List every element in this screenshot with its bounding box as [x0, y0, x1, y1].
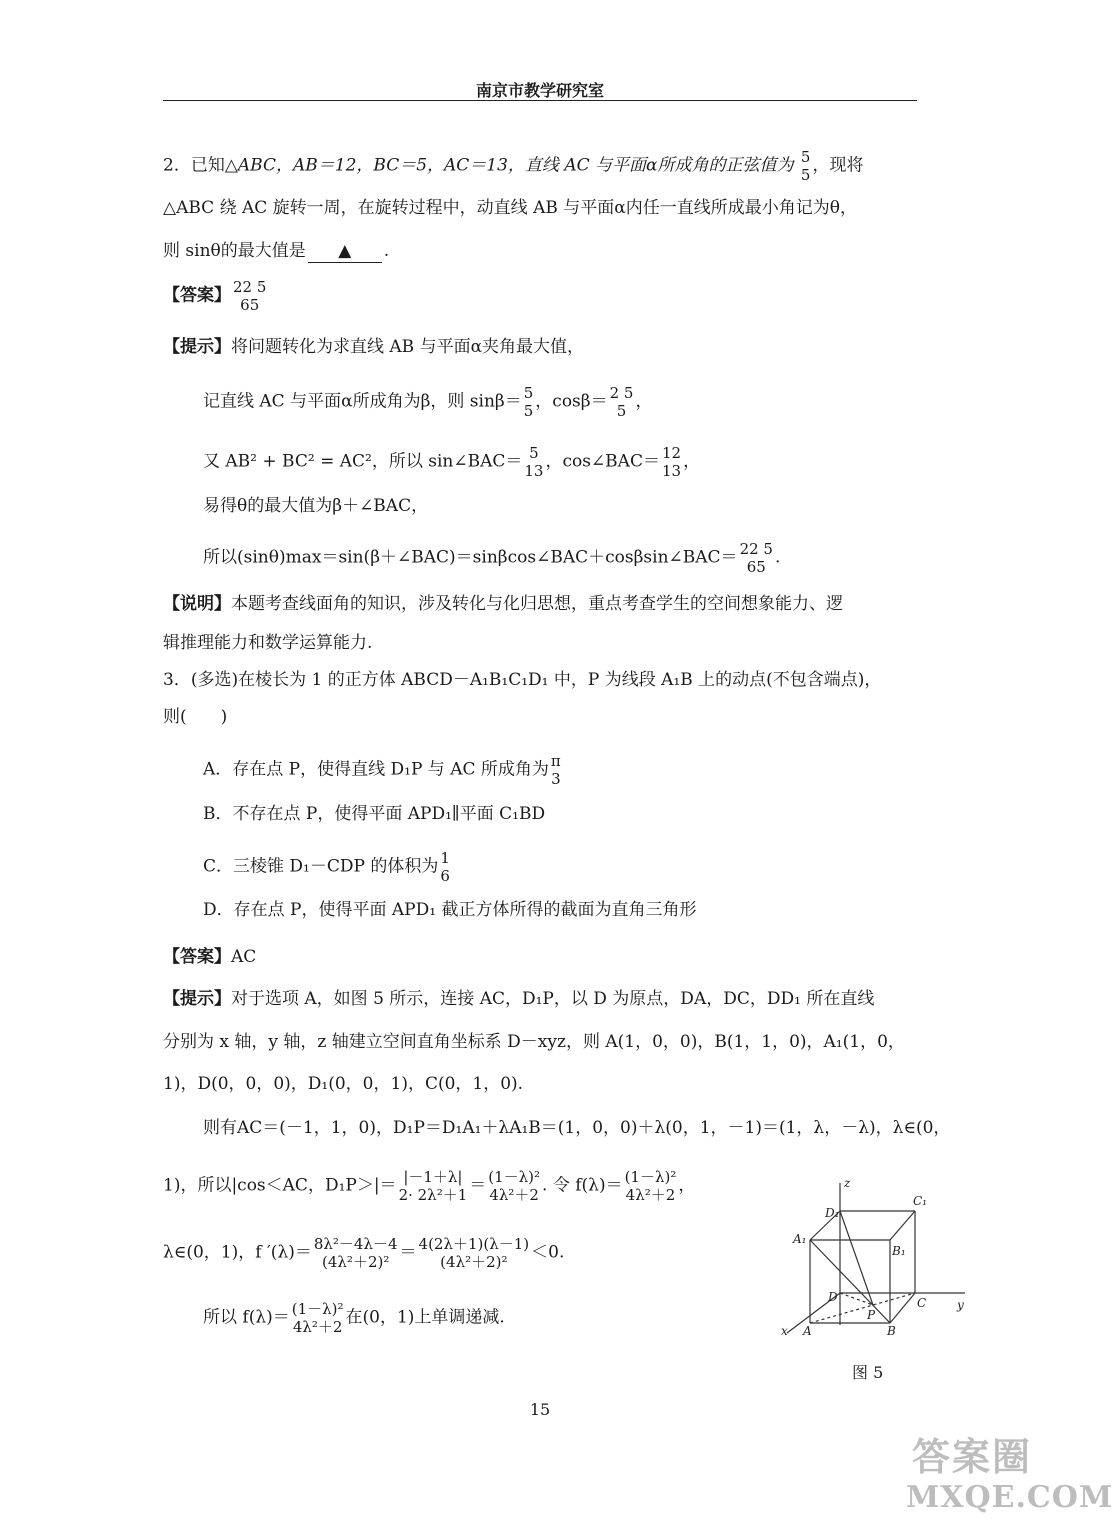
label-b1: B₁ [892, 1244, 906, 1258]
q3-answer: 【答案】AC [163, 947, 257, 967]
q3-hint-line-1: 【提示】对于选项 A，如图 5 所示，连接 AC，D₁P，以 D 为原点，DA，DC，DD₁ 所在直线 [163, 989, 875, 1009]
q3-hint-line-6: λ∈(0，1)，f ′(λ)＝ 8λ²－4λ－4 (4λ²＋2)² ＝ 4(2λ＋1)(λ－1) (4λ²＋2)² ＜0. [163, 1235, 565, 1271]
q2-answer: 【答案】 22 5 65 [163, 278, 267, 314]
label-p: P [867, 1308, 876, 1322]
label-d: D [828, 1290, 838, 1304]
q2-note-line-1: 【说明】本题考查线面角的知识，涉及转化与化归思想，重点考查学生的空间想象能力、逻 [163, 594, 843, 614]
answer-blank: ▲ [308, 240, 382, 263]
q3-stem-line-1: 3．(多选)在棱长为 1 的正方体 ABCD－A₁B₁C₁D₁ 中，P 为线段 A₁B 上的动点(不包含端点)， [163, 670, 882, 690]
q3-option-a: A．存在点 P，使得直线 D₁P 与 AC 所成角为 π 3 [203, 752, 561, 788]
q3-option-b: B．不存在点 P，使得平面 APD₁∥平面 C₁BD [203, 804, 546, 824]
q2-note-line-2: 辑推理能力和数学运算能力. [163, 633, 373, 653]
q2-line-1: 2．已知△ABC，AB＝12，BC＝5，AC＝13，直线 AC 与平面α所成角的正弦值为 5 5 ，现将 [163, 148, 864, 184]
q3-hint-line-7: 所以 f(λ)＝ (1－λ)² 4λ²＋2 在(0，1)上单调递减. [203, 1300, 505, 1336]
label-z: z [844, 1176, 851, 1190]
q3-option-d: D．存在点 P，使得平面 APD₁ 截正方体所得的截面为直角三角形 [203, 900, 697, 920]
q2-sin-fraction: 5 5 [800, 148, 811, 184]
label-a: A [803, 1324, 812, 1338]
cube-figure [775, 1175, 980, 1355]
watermark-logo: 答案圈 MXQE.COM [906, 1434, 1113, 1515]
page-header-title: 南京市教学研究室 [475, 81, 604, 100]
q3-hint-line-2: 分别为 x 轴，y 轴，z 轴建立空间直角坐标系 D－xyz，则 A(1，0，0)，B(1，1，0)，A₁(1，0， [163, 1032, 905, 1052]
figure-caption: 图 5 [852, 1363, 884, 1382]
q2-hint-line-3: 易得θ的最大值为β＋∠BAC， [203, 496, 429, 516]
label-y: y [957, 1298, 964, 1312]
q2-line-3: 则 sinθ的最大值是 ▲ . [163, 241, 390, 261]
page-number: 15 [529, 1400, 551, 1419]
q3-hint-line-4: 则有AC＝(－1，1，0)，D₁P＝D₁A₁＋λA₁B＝(1，0，0)＋λ(0，1，－1)＝(1，λ，－λ)，λ∈(0， [203, 1118, 951, 1138]
q2-hint-line-2: 又 AB² + BC² = AC²，所以 sin∠BAC＝ 5 13 ，cos∠BAC＝ 12 13 ， [203, 444, 701, 480]
q3-stem-line-2: 则( ) [163, 707, 228, 727]
label-c1: C₁ [913, 1194, 927, 1208]
label-c: C [917, 1296, 927, 1310]
q3-hint-line-3: 1)，D(0，0，0)，D₁(0，0，1)，C(0，1，0). [163, 1074, 524, 1094]
q3-hint-line-5: 1)，所以|cos＜AC，D₁P＞|＝ |－1＋λ| 2· 2λ²＋1 ＝ (1－λ)² 4λ²＋2 . 令 f(λ)＝ (1－λ)² 4λ²＋2 ， [163, 1168, 696, 1204]
label-b: B [887, 1324, 896, 1338]
header-rule [163, 100, 917, 101]
label-d1: D₁ [825, 1206, 840, 1220]
q2-hint: 【提示】将问题转化为求直线 AB 与平面α夹角最大值， [163, 337, 585, 357]
q2-hint-line-1: 记直线 AC 与平面α所成角为β，则 sinβ＝ 5 5 ，cosβ＝ 2 5 5 ， [203, 384, 653, 420]
label-a1: A₁ [793, 1232, 807, 1246]
q2-line-2: △ABC 绕 AC 旋转一周，在旋转过程中，动直线 AB 与平面α内任一直线所成最小角记为θ， [163, 198, 857, 218]
label-x: x [781, 1324, 788, 1338]
q2-hint-line-4: 所以(sinθ)max＝sin(β＋∠BAC)＝sinβcos∠BAC＋cosβsin∠BAC＝ 22 5 65 . [203, 540, 781, 576]
q3-option-c: C．三棱锥 D₁－CDP 的体积为 1 6 [203, 849, 450, 885]
